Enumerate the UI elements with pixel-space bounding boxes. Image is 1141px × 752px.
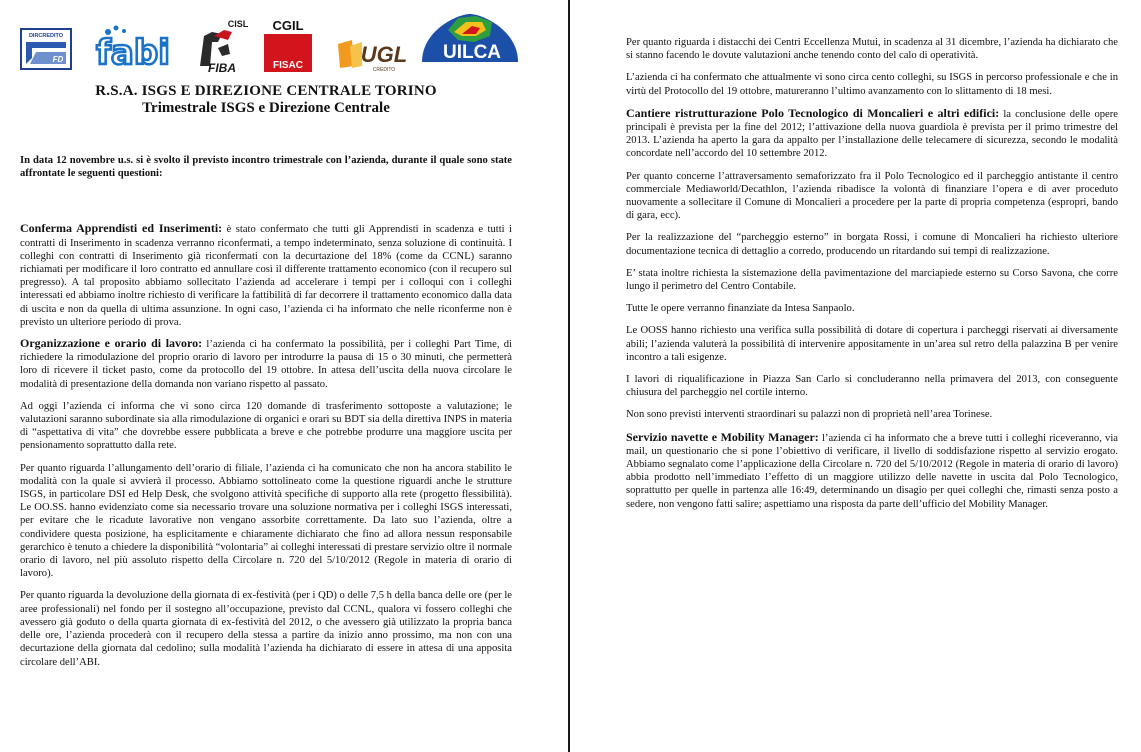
section-organizzazione — [20, 337, 512, 391]
ugl-logo-text: UGL — [360, 42, 408, 67]
fisac-logo-top: CGIL — [272, 18, 304, 33]
section-organizzazione-body: l’azienda ci ha confermato la possibilità, per i colleghi Part Time, di richiedere la rimodulazione del proprio orario di lavoro per introdurre la pausa di 15 o 30 minuti, che permetterà loro di ricevere il ticket pasto, come da protocollo del 19 ottobre. In attesa dell’uscita della nuova circolare le modalità di presentazione della domanda non variano rispetto al passato. — [20, 339, 512, 390]
document-subtitle: Trimestrale ISGS e Direzione Centrale — [142, 100, 390, 116]
paragraph-finanziamento: Tutte le opere verranno finanziate da Intesa Sanpaolo. — [626, 303, 855, 315]
section-navette — [626, 431, 1118, 511]
paragraph-parcheggio-esterno: Per la realizzazione del “parcheggio esterno” in borgata Rossi, i comune di Moncalieri ha richiesto ulteriore documentazione tecnica di dettaglio a corredo, producendo un ritardando sui tempi di realizzazione. — [626, 232, 1118, 257]
ugl-logo-sub: CREDITO — [372, 67, 396, 73]
section-cantiere-body: la conclusione delle opere principali è prevista per la fine del 2012; l’attivazione della nuova guardiola è prevista per il primo trimestre del 2013. L’azienda ha aperto la gara da appalto per l’installazione delle telecamere di sicurezza, secondo le modalità concordate nell’accordo del 10 settembre 2012. — [626, 108, 1118, 160]
cisl-fiba-logo — [178, 18, 258, 74]
left-column — [20, 0, 512, 669]
cgil-fisac-logo — [260, 18, 320, 74]
paragraph-marciapiede: E’ stata inoltre richiesta la sistemazione della pavimentazione del marciapiede esterno su Corso Savona, che corre lungo il perimetro del Centro Contabile. — [626, 267, 1118, 293]
document-header — [20, 83, 512, 117]
fabi-logo-text: fabi — [96, 33, 170, 72]
section-navette-title: Servizio navette e Mobility Manager: — [626, 429, 819, 444]
section-cantiere — [626, 107, 1118, 161]
intro-paragraph: In data 12 novembre u.s. si è svolto il previsto incontro trimestrale con l’azienda, durante il quale sono state affrontate le seguenti questioni: — [20, 155, 512, 180]
right-column — [626, 36, 1118, 511]
dircredito-logo-text: DIRCREDITO — [28, 33, 64, 39]
section-apprendisti-body: è stato confermato che tutti gli Apprendisti in scadenza e tutti i contratti di Inserimento in scadenza verranno riconfermati, a tempo indeterminato, senza soluzione di continuità. I colleghi con contratti di Inserimento già riconfermati con la decurtazione del 18% (come da CCNL) saranno richiamati per modificare il loro contratto ed annullare così il differente trattamento economico (con il recupero sul pregresso). A tal proposito abbiamo sollecitato l’azienda ad accelerare i tempi per i colloqui con i colleghi interessati ed abbiamo inoltre richiesto di verificare la fattibilità di far decorrere il trattamento economico dalla data di uscita e non da quella di ultima assunzione. In ogni caso, l’azienda ci ha informato che nelle riconferme non è previsto un ulteriore periodo di prova. — [20, 224, 512, 328]
dircredito-logo-sub: FD — [52, 55, 64, 64]
paragraph-interventi-straordinari: Non sono previsti interventi straordinari su palazzi non di proprietà nell’area Torinese. — [626, 409, 993, 421]
paragraph-parcheggi-disabili: Le OOSS hanno richiesto una verifica sulla possibilità di dotare di copertura i parcheggi riservati ai diversamente abili; l’azienda valuterà la possibilità di intervenire appositamente in un’area sul retro della palazzina B per venire incontro a tali esigenze. — [626, 325, 1118, 363]
paragraph-orario-filiale: Per quanto riguarda l’allungamento dell’orario di filiale, l’azienda ci ha comunicato che non ha ancora stabilito le modalità con la quale si avvierà il processo. Abbiamo sottolineato come la questione riguardi anche le strutture ISGS, in particolare DSI ed Help Desk, che svolgono attività specifiche di supporto alla rete (progetto flessibilità). Le OO.SS. hanno evidenziato come sia necessario trovare una soluzione normativa per i colleghi ISGS interessati, per evitare che le ricadute lavorative non vengano assorbite correttamente. Da lato suo l’azienda, oltre a condividere questa posizione, ha esplicitamente e chiaramente dichiarato che fino ad allora nessun responsabile gerarchico è tenuto a chiedere la disponibilità “volontaria” ai colleghi interessati di prestare servizio oltre il normale orario di lavoro, nel più assoluto rispetto della Circolare n. 720 del 5/10/2012 (Regole in materia di orario di lavoro). — [20, 462, 512, 580]
fiba-logo-top: CISL — [227, 19, 249, 29]
fiba-logo-bottom: FIBA — [208, 61, 236, 74]
fisac-logo-bottom: FISAC — [273, 60, 303, 71]
paragraph-distacchi: Per quanto riguarda i distacchi dei Centri Eccellenza Mutui, in scadenza al 31 dicembre, l’azienda ha dichiarato che si stanno facendo le dovute valutazioni anche tenendo conto del calo di operatività. — [626, 37, 1118, 62]
column-divider — [568, 0, 570, 752]
section-apprendisti — [20, 222, 512, 329]
document-title: R.S.A. ISGS E DIREZIONE CENTRALE TORINO — [95, 83, 437, 99]
section-navette-body: l’azienda ci ha informato che a breve tutti i colleghi riceveranno, via mail, un questionario che si pone l’obiettivo di verificare, il livello di soddisfazione rispetto al servizio erogato. Abbiamo segnalato come l’applicazione della Circolare n. 720 del 5/10/2012 (Regole in materia di orario di lavoro) abbia prodotto nell’immediato l’effetto di un maggiore utilizzo delle navette in uscita dal Polo Tecnologico, soprattutto per quelle in partenza alle 16:49, determinando un disagio per quei colleghi che, rimasti senza posto a sedere, non vengono fatti salire; aspettiamo una risposta da parte dell’ufficio del Mobility Manager. — [626, 432, 1118, 510]
paragraph-attraversamento: Per quanto concerne l’attraversamento semaforizzato fra il Polo Tecnologico ed il parcheggio antistante il centro commerciale Mediaworld/Decathlon, l’azienda ribadisce la volontà di finanziare l’opera e di aver proceduto nuovamente a sollecitare il Comune di Moncalieri a procedere per la parte di propria competenza (espropri, bando di gara, ecc). — [626, 170, 1118, 222]
paragraph-ex-festivita: Per quanto riguarda la devoluzione della giornata di ex-festività (per i QD) o delle 7,5 h della banca delle ore (per le aree professionali) nel fondo per il sostegno all’occupazione, previsto dal CCNL, qualora vi fossero colleghi che avessero già goduto o della quarta giornata di ex-festività del 2012, o che avessero già utilizzato la propria banca delle ore, l’azienda procederà con il recupero della stessa a partire da inizio anno prossimo, ma non con una decurtazione della giornata dal cedolino; sulla modalità l’azienda ha dichiarato di essere in attesa di una apposita circolare dell’ABI. — [20, 590, 512, 668]
logo-strip — [20, 0, 512, 80]
uilca-logo — [418, 12, 522, 74]
ugl-credito-logo — [332, 36, 414, 74]
section-organizzazione-title: Organizzazione e orario di lavoro: — [20, 336, 203, 351]
fabi-logo — [88, 22, 178, 72]
section-cantiere-title: Cantiere ristrutturazione Polo Tecnologico di Moncalieri e altri edifici: — [626, 105, 1000, 120]
paragraph-trasferimenti: Ad oggi l’azienda ci informa che vi sono circa 120 domande di trasferimento sottoposte a valutazione; le valutazioni saranno subordinate sia alla rimodulazione di organici e orari su BDT sia della direttiva INPS in materia di “aspettativa di vita” che dovrebbe essere pubblicata a breve e che potrebbe produrre una maggiore uscita per pensionamento soprattutto dalla rete. — [20, 400, 512, 452]
section-apprendisti-title: Conferma Apprendisti ed Inserimenti: — [20, 221, 223, 236]
paragraph-piazza-san-carlo: I lavori di riqualificazione in Piazza San Carlo si concluderanno nella primavera del 2013, con conseguente chiusura del parcheggio nel cortile interno. — [626, 374, 1118, 399]
dircredito-logo — [20, 28, 72, 70]
uilca-logo-text: UILCA — [442, 42, 502, 63]
paragraph-percorso-professionale: L’azienda ci ha confermato che attualmente vi sono circa cento colleghi, su ISGS in percorso professionale e che in virtù del Protocollo del 19 ottobre, matureranno l’ultimo avanzamento con lo slittamento di 18 mesi. — [626, 72, 1118, 97]
